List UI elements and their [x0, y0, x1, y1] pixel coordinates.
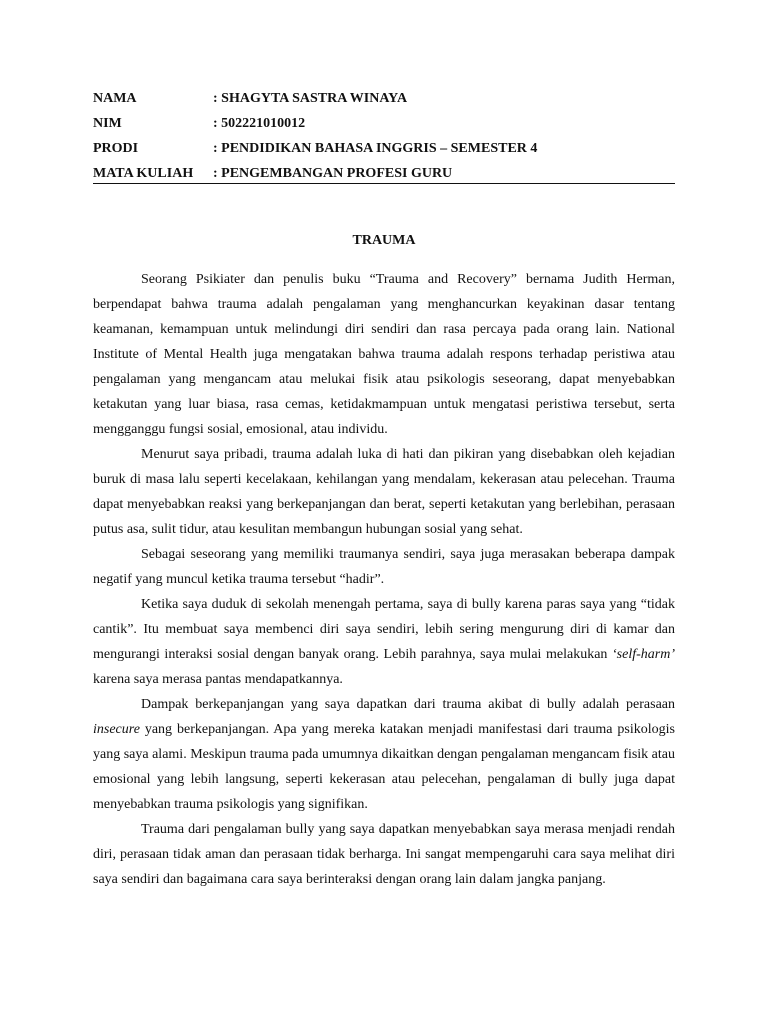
italic-term: insecure — [93, 722, 140, 737]
info-key: MATA KULIAH — [93, 165, 194, 181]
info-key: PRODI — [93, 140, 139, 156]
info-key: NAMA — [93, 90, 137, 106]
paragraph-text: Dampak berkepanjangan yang saya dapatkan dari trauma akibat di bully adalah perasaan — [141, 697, 675, 712]
paragraph-text: karena saya merasa pantas mendapatkannya. — [93, 672, 343, 687]
info-value: : PENGEMBANGAN PROFESI GURU — [213, 165, 453, 181]
info-row-nama — [93, 86, 675, 111]
italic-term: ‘self-harm’ — [612, 647, 675, 662]
student-info-table — [93, 86, 675, 186]
document-title: TRAUMA — [352, 233, 416, 248]
paragraph-text: Ketika saya duduk di sekolah menengah pertama, saya di bully karena paras saya yang “tidak cantik”. Itu membuat saya membenci diri saya sendiri, lebih sering mengurung diri di kamar dan mengurangi interaksi sosial dengan banyak orang. Lebih parahnya, saya mulai melakukan — [93, 597, 675, 662]
paragraph — [93, 542, 675, 592]
info-key: NIM — [93, 115, 122, 131]
header-divider — [93, 183, 675, 184]
info-value: : PENDIDIKAN BAHASA INGGRIS – SEMESTER 4 — [213, 140, 538, 156]
paragraph-text: yang berkepanjangan. Apa yang mereka katakan menjadi manifestasi dari trauma psikologis yang saya alami. Meskipun trauma pada umumnya dikaitkan dengan pengalaman mengancam fisik atau emosional yang lebih langsung, seperti kekerasan atau pelecehan, pengalaman di bully juga dapat menyebabkan trauma psikologis yang signifikan. — [93, 722, 675, 812]
info-row-nim — [93, 111, 675, 136]
essay-body — [93, 267, 675, 892]
document-page — [93, 86, 675, 892]
paragraph — [93, 442, 675, 542]
paragraph — [93, 692, 675, 817]
paragraph — [93, 267, 675, 442]
paragraph-text: Sebagai seseorang yang memiliki traumanya sendiri, saya juga merasakan beberapa dampak negatif yang muncul ketika trauma tersebut “hadir”. — [93, 547, 675, 587]
info-row-prodi — [93, 136, 675, 161]
info-value: : SHAGYTA SASTRA WINAYA — [213, 90, 408, 106]
paragraph-text: Trauma dari pengalaman bully yang saya dapatkan menyebabkan saya merasa menjadi rendah diri, perasaan tidak aman dan perasaan tidak berharga. Ini sangat mempengaruhi cara saya melihat diri saya sendiri dan bagaimana cara saya berinteraksi dengan orang lain dalam jangka panjang. — [93, 822, 675, 887]
paragraph-text: Seorang Psikiater dan penulis buku “Trauma and Recovery” bernama Judith Herman, berpendapat bahwa trauma adalah pengalaman yang menghancurkan keyakinan dasar tentang keamanan, kemampuan untuk melindungi diri sendiri dan rasa percaya pada orang lain. National Institute of Mental Health juga mengatakan bahwa trauma adalah respons terhadap peristiwa atau pengalaman yang mengancam atau melukai fisik atau psikologis seseorang, dapat menyebabkan ketakutan yang luar biasa, rasa cemas, ketidakmampuan untuk mengatasi peristiwa tersebut, serta mengganggu fungsi sosial, emosional, atau individu. — [93, 272, 675, 437]
paragraph — [93, 592, 675, 692]
info-value: : 502221010012 — [213, 115, 306, 131]
paragraph — [93, 817, 675, 892]
paragraph-text: Menurut saya pribadi, trauma adalah luka di hati dan pikiran yang disebabkan oleh kejadian buruk di masa lalu seperti kecelakaan, kehilangan yang mendalam, kekerasan atau pelecehan. Trauma dapat menyebabkan reaksi yang berkepanjangan dan berat, seperti ketakutan yang berlebihan, perasaan putus asa, sulit tidur, atau kesulitan membangun hubungan sosial yang sehat. — [93, 447, 675, 537]
